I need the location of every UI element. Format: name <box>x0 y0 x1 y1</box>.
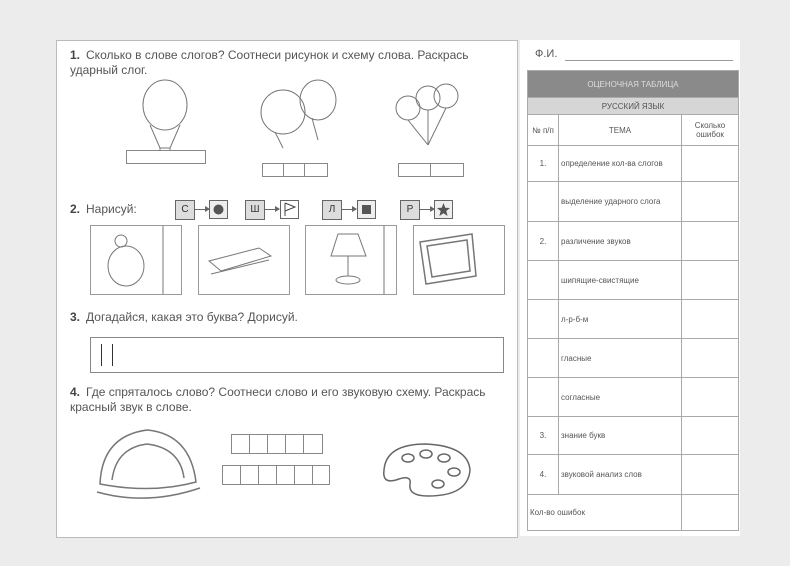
syllable-scheme-1[interactable] <box>126 150 206 164</box>
arrow-icon <box>342 209 356 210</box>
toy-balloon-3 <box>434 84 458 108</box>
table-row <box>528 378 739 417</box>
row-number <box>528 182 559 222</box>
letter-stroke-2 <box>112 344 113 366</box>
table-row <box>528 222 739 261</box>
task-2-text: Нарисуй: <box>86 202 137 216</box>
row-topic: определение кол-ва слогов <box>559 146 682 182</box>
row-errors-cell[interactable] <box>682 182 739 222</box>
hot-air-balloon-3 <box>300 80 336 120</box>
task-2-number: 2. <box>70 202 81 216</box>
row-topic: различение звуков <box>559 222 682 261</box>
row-number: 2. <box>528 222 559 261</box>
column-errors: Сколько ошибок <box>682 115 739 146</box>
letter-r-card: Р <box>400 200 420 220</box>
row-number <box>528 378 559 417</box>
circle-shape-icon <box>209 200 229 220</box>
syllable-scheme-3[interactable] <box>398 163 464 177</box>
picture-cell-hat[interactable] <box>90 225 182 295</box>
picture-cell-lamp[interactable] <box>305 225 397 295</box>
task-2 <box>70 202 137 217</box>
task-4-number: 4. <box>70 385 81 399</box>
task-1-number: 1. <box>70 48 81 62</box>
row-errors-cell[interactable] <box>682 455 739 495</box>
table-lamp-icon <box>306 226 396 294</box>
table-row <box>528 146 739 182</box>
arrow-icon <box>265 209 279 210</box>
hot-air-balloon-1 <box>143 80 187 130</box>
task-4 <box>70 385 510 415</box>
row-number <box>528 261 559 300</box>
row-topic: шипящие-свистящие <box>559 261 682 300</box>
arrow-icon <box>420 209 434 210</box>
sled-icon <box>199 226 289 294</box>
total-errors-cell[interactable] <box>682 495 739 531</box>
letter-drawing-area[interactable] <box>90 337 504 373</box>
table-subtitle: РУССКИЙ ЯЗЫК <box>528 98 739 115</box>
row-errors-cell[interactable] <box>682 261 739 300</box>
picture-frame-icon <box>414 226 504 294</box>
letter-sh-card: Ш <box>245 200 265 220</box>
star-shape-icon <box>434 200 454 220</box>
table-title: ОЦЕНОЧНАЯ ТАБЛИЦА <box>528 71 739 98</box>
row-errors-cell[interactable] <box>682 339 739 378</box>
row-errors-cell[interactable] <box>682 300 739 339</box>
helmet-icon <box>92 422 202 506</box>
task-1-text: Сколько в слове слогов? Соотнеси рисунок и схему слова. Раскрась ударный слог. <box>70 48 469 77</box>
square-shape-icon <box>357 200 377 220</box>
row-topic: звуковой анализ слов <box>559 455 682 495</box>
row-number <box>528 300 559 339</box>
letter-stroke-1 <box>101 344 102 366</box>
sound-scheme-2[interactable] <box>222 465 330 485</box>
table-row <box>528 455 739 495</box>
paint-palette-icon <box>378 440 474 500</box>
column-number: № п/п <box>528 115 559 146</box>
row-number <box>528 339 559 378</box>
row-topic: знание букв <box>559 417 682 455</box>
table-row <box>528 339 739 378</box>
row-errors-cell[interactable] <box>682 378 739 417</box>
flag-shape-icon <box>280 200 300 220</box>
table-footer-label: Кол-во ошибок <box>528 495 682 531</box>
table-footer-row <box>528 495 739 531</box>
assessment-table <box>527 70 739 531</box>
letter-s-card: С <box>175 200 195 220</box>
row-topic: выделение ударного слога <box>559 182 682 222</box>
picture-cell-frame[interactable] <box>413 225 505 295</box>
row-errors-cell[interactable] <box>682 146 739 182</box>
row-topic: согласные <box>559 378 682 417</box>
row-number: 4. <box>528 455 559 495</box>
task-3 <box>70 310 298 325</box>
table-row <box>528 182 739 222</box>
row-errors-cell[interactable] <box>682 222 739 261</box>
letter-l-card: Л <box>322 200 342 220</box>
table-row <box>528 261 739 300</box>
table-row <box>528 300 739 339</box>
syllable-scheme-2[interactable] <box>262 163 328 177</box>
row-number: 3. <box>528 417 559 455</box>
picture-cell-sled[interactable] <box>198 225 290 295</box>
sound-scheme-1[interactable] <box>231 434 323 454</box>
winter-hat-icon <box>91 226 181 294</box>
arrow-icon <box>195 209 209 210</box>
task-4-text: Где спряталось слово? Соотнеси слово и его звуковую схему. Раскрась красный звук в слове. <box>70 385 486 414</box>
hot-air-balloon-2 <box>261 90 305 134</box>
task-3-text: Догадайся, какая это буква? Дорисуй. <box>86 310 298 324</box>
row-topic: гласные <box>559 339 682 378</box>
row-topic: л-р-б-м <box>559 300 682 339</box>
task-3-number: 3. <box>70 310 81 324</box>
table-row <box>528 417 739 455</box>
row-number: 1. <box>528 146 559 182</box>
row-errors-cell[interactable] <box>682 417 739 455</box>
student-name-field[interactable] <box>565 60 733 61</box>
student-name-label: Ф.И. <box>535 48 558 60</box>
column-topic: ТЕМА <box>559 115 682 146</box>
